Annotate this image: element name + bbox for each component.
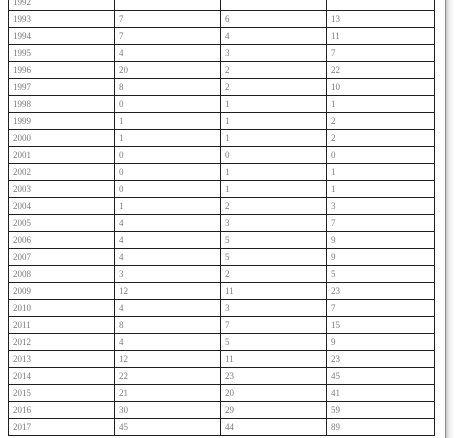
table-row [9, 249, 435, 266]
page-shadow [446, 0, 454, 438]
value-cell-1: 8 [115, 79, 221, 96]
year-cell: 2000 [9, 130, 115, 147]
value-cell-2: 20 [221, 385, 327, 402]
value-cell-2: 29 [221, 402, 327, 419]
year-cell: 2010 [9, 300, 115, 317]
year-cell: 2017 [9, 419, 115, 436]
table-row [9, 11, 435, 28]
value-cell-1: 20 [115, 62, 221, 79]
total-cell: 1 [327, 181, 435, 198]
total-cell: 41 [327, 385, 435, 402]
total-cell [327, 0, 435, 11]
table-row [9, 130, 435, 147]
value-cell-2: 6 [221, 11, 327, 28]
year-cell: 1996 [9, 62, 115, 79]
value-cell-2: 3 [221, 45, 327, 62]
year-cell: 2001 [9, 147, 115, 164]
value-cell-1: 12 [115, 351, 221, 368]
value-cell-1: 30 [115, 402, 221, 419]
table-row [9, 351, 435, 368]
table-row [9, 419, 435, 436]
total-cell: 2 [327, 113, 435, 130]
total-cell: 22 [327, 62, 435, 79]
total-cell: 1 [327, 164, 435, 181]
value-cell-1: 4 [115, 300, 221, 317]
value-cell-2: 5 [221, 249, 327, 266]
value-cell-2: 2 [221, 266, 327, 283]
value-cell-2: 0 [221, 147, 327, 164]
table-row [9, 368, 435, 385]
value-cell-2: 7 [221, 317, 327, 334]
total-cell: 3 [327, 198, 435, 215]
value-cell-1: 4 [115, 249, 221, 266]
value-cell-2: 2 [221, 198, 327, 215]
value-cell-1: 45 [115, 419, 221, 436]
value-cell-1: 1 [115, 130, 221, 147]
value-cell-2: 3 [221, 300, 327, 317]
value-cell-2: 44 [221, 419, 327, 436]
table-row [9, 300, 435, 317]
value-cell-1: 0 [115, 181, 221, 198]
value-cell-1: 7 [115, 28, 221, 45]
year-cell: 2009 [9, 283, 115, 300]
value-cell-1: 12 [115, 283, 221, 300]
value-cell-2: 5 [221, 334, 327, 351]
value-cell-1 [115, 0, 221, 11]
total-cell: 45 [327, 368, 435, 385]
total-cell: 9 [327, 334, 435, 351]
value-cell-2: 2 [221, 62, 327, 79]
table-row [9, 402, 435, 419]
table-row [9, 62, 435, 79]
table-row [9, 317, 435, 334]
value-cell-1: 4 [115, 215, 221, 232]
data-table [8, 0, 435, 436]
total-cell: 11 [327, 28, 435, 45]
total-cell: 5 [327, 266, 435, 283]
value-cell-2: 1 [221, 164, 327, 181]
total-cell: 9 [327, 232, 435, 249]
value-cell-2: 11 [221, 283, 327, 300]
value-cell-1: 0 [115, 147, 221, 164]
year-cell: 2005 [9, 215, 115, 232]
total-cell: 7 [327, 215, 435, 232]
table-row [9, 385, 435, 402]
total-cell: 10 [327, 79, 435, 96]
table-row [9, 79, 435, 96]
total-cell: 1 [327, 96, 435, 113]
total-cell: 15 [327, 317, 435, 334]
year-cell: 2007 [9, 249, 115, 266]
table-row [9, 96, 435, 113]
table-row [9, 0, 435, 11]
value-cell-2: 1 [221, 96, 327, 113]
table-row [9, 45, 435, 62]
value-cell-1: 0 [115, 164, 221, 181]
value-cell-1: 8 [115, 317, 221, 334]
table-row [9, 334, 435, 351]
year-cell: 1998 [9, 96, 115, 113]
value-cell-1: 0 [115, 96, 221, 113]
value-cell-2: 5 [221, 232, 327, 249]
table-row [9, 28, 435, 45]
total-cell: 2 [327, 130, 435, 147]
year-cell: 1999 [9, 113, 115, 130]
year-cell: 1995 [9, 45, 115, 62]
value-cell-2: 2 [221, 79, 327, 96]
total-cell: 13 [327, 11, 435, 28]
value-cell-1: 1 [115, 198, 221, 215]
total-cell: 23 [327, 351, 435, 368]
total-cell: 23 [327, 283, 435, 300]
year-cell: 2004 [9, 198, 115, 215]
table-row [9, 147, 435, 164]
value-cell-1: 21 [115, 385, 221, 402]
year-cell: 2003 [9, 181, 115, 198]
table-row [9, 232, 435, 249]
value-cell-1: 3 [115, 266, 221, 283]
value-cell-1: 22 [115, 368, 221, 385]
table-row [9, 283, 435, 300]
value-cell-2: 1 [221, 113, 327, 130]
table-body [9, 0, 435, 436]
total-cell: 89 [327, 419, 435, 436]
table-row [9, 113, 435, 130]
value-cell-1: 4 [115, 232, 221, 249]
year-cell: 2015 [9, 385, 115, 402]
total-cell: 59 [327, 402, 435, 419]
year-cell: 2002 [9, 164, 115, 181]
total-cell: 7 [327, 300, 435, 317]
year-cell: 1992 [9, 0, 115, 11]
value-cell-2: 23 [221, 368, 327, 385]
table-row [9, 198, 435, 215]
year-cell: 2014 [9, 368, 115, 385]
year-cell: 2012 [9, 334, 115, 351]
value-cell-2: 1 [221, 130, 327, 147]
year-cell: 1994 [9, 28, 115, 45]
total-cell: 7 [327, 45, 435, 62]
table-row [9, 181, 435, 198]
year-cell: 1993 [9, 11, 115, 28]
value-cell-2 [221, 0, 327, 11]
total-cell: 9 [327, 249, 435, 266]
total-cell: 0 [327, 147, 435, 164]
value-cell-1: 4 [115, 334, 221, 351]
value-cell-1: 4 [115, 45, 221, 62]
value-cell-2: 1 [221, 181, 327, 198]
value-cell-2: 4 [221, 28, 327, 45]
year-cell: 2006 [9, 232, 115, 249]
table-row [9, 266, 435, 283]
table-row [9, 215, 435, 232]
year-cell: 2013 [9, 351, 115, 368]
year-cell: 2008 [9, 266, 115, 283]
value-cell-1: 1 [115, 113, 221, 130]
value-cell-2: 3 [221, 215, 327, 232]
year-cell: 1997 [9, 79, 115, 96]
table-row [9, 164, 435, 181]
year-cell: 2011 [9, 317, 115, 334]
value-cell-1: 7 [115, 11, 221, 28]
value-cell-2: 11 [221, 351, 327, 368]
year-cell: 2016 [9, 402, 115, 419]
